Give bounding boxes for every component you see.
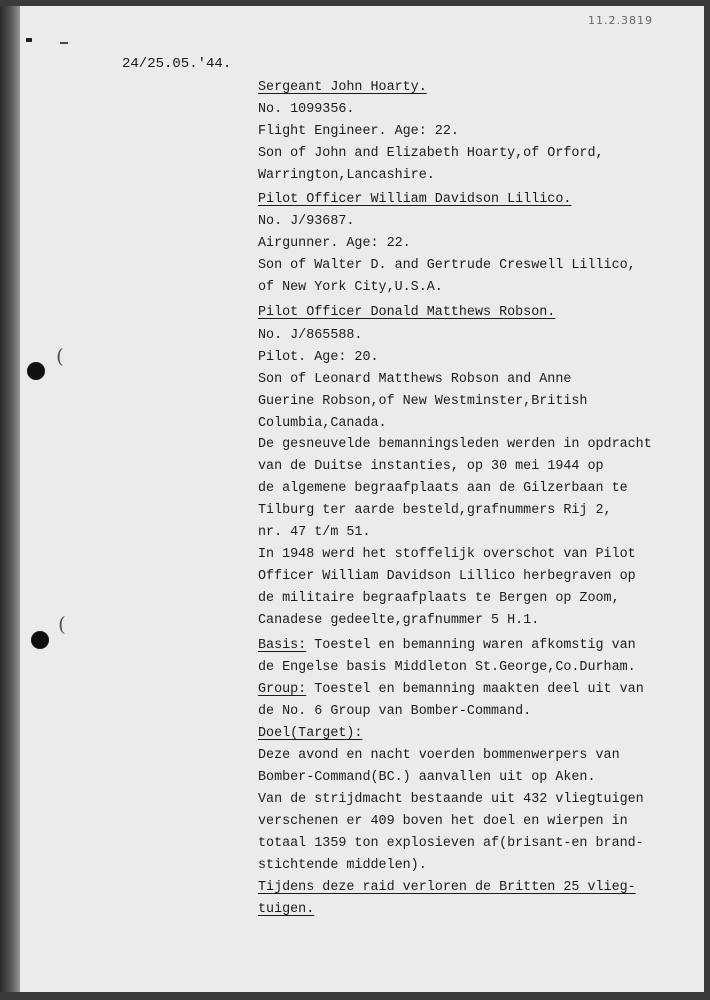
ring-mark: ( [56,344,64,368]
ring-mark: ( [58,612,66,636]
role-age: Airgunner. Age: 22. [258,236,411,251]
crew-name-heading: Pilot Officer William Davidson Lillico. [258,192,572,207]
parents-line: Warrington,Lancashire. [258,168,435,183]
parents-line: of New York City,U.S.A. [258,280,443,295]
parents-line: Son of John and Elizabeth Hoarty,of Orford, [258,146,604,161]
parents-line: Guerine Robson,of New Westminster,British [258,394,588,409]
body-text: Deze avond en nacht voerden bommenwerpers van [258,748,620,763]
crew-name-heading: Pilot Officer Donald Matthews Robson. [258,305,556,320]
body-text: de No. 6 Group van Bomber-Command. [258,704,532,719]
basis-label: Basis: [258,638,307,653]
punch-hole [31,631,49,649]
body-text: van de Duitse instanties, op 30 mei 1944 op [258,459,604,474]
target-heading: Doel(Target): [258,726,363,741]
role-age: Pilot. Age: 20. [258,350,379,365]
body-text: verschenen er 409 boven het doel en wierpen in [258,814,628,829]
service-number: No. J/93687. [258,214,355,229]
crew-name-heading: Sergeant John Hoarty. [258,80,427,95]
document-date: 24/25.05.'44. [122,56,232,72]
body-text: totaal 1359 ton explosieven af(brisant-en brand- [258,836,644,851]
body-text: Officer William Davidson Lillico herbegraven op [258,569,636,584]
archive-reference: 11.2.3819 [588,14,653,27]
body-text: Bomber-Command(BC.) aanvallen uit op Aken. [258,770,596,785]
parents-line: Son of Walter D. and Gertrude Creswell Lillico, [258,258,636,273]
body-text: Canadese gedeelte,grafnummer 5 H.1. [258,613,540,628]
group-paragraph [258,682,644,697]
losses-text: Tijdens deze raid verloren de Britten 25 vlieg- [258,880,636,895]
body-text: In 1948 werd het stoffelijk overschot van Pilot [258,547,636,562]
group-label: Group: [258,682,307,697]
body-text: Tilburg ter aarde besteld,grafnummers Rij 2, [258,503,612,518]
basis-text: Toestel en bemanning waren afkomstig van [314,638,636,653]
service-number: No. J/865588. [258,328,363,343]
service-number: No. 1099356. [258,102,355,117]
group-text: Toestel en bemanning maakten deel uit van [314,682,644,697]
punch-hole [27,362,45,380]
parents-line: Columbia,Canada. [258,416,387,431]
parents-line: Son of Leonard Matthews Robson and Anne [258,372,572,387]
margin-mark [26,38,32,42]
body-text: stichtende middelen). [258,858,427,873]
body-text: nr. 47 t/m 51. [258,525,371,540]
body-text: de militaire begraafplaats te Bergen op Zoom, [258,591,620,606]
body-text: de Engelse basis Middleton St.George,Co.Durham. [258,660,636,675]
basis-paragraph [258,638,636,653]
body-text: Van de strijdmacht bestaande uit 432 vliegtuigen [258,792,644,807]
margin-mark [60,42,68,44]
role-age: Flight Engineer. Age: 22. [258,124,459,139]
body-text: de algemene begraafplaats aan de Gilzerbaan te [258,481,628,496]
body-text: De gesneuvelde bemanningsleden werden in opdracht [258,437,652,452]
losses-text: tuigen. [258,902,315,917]
